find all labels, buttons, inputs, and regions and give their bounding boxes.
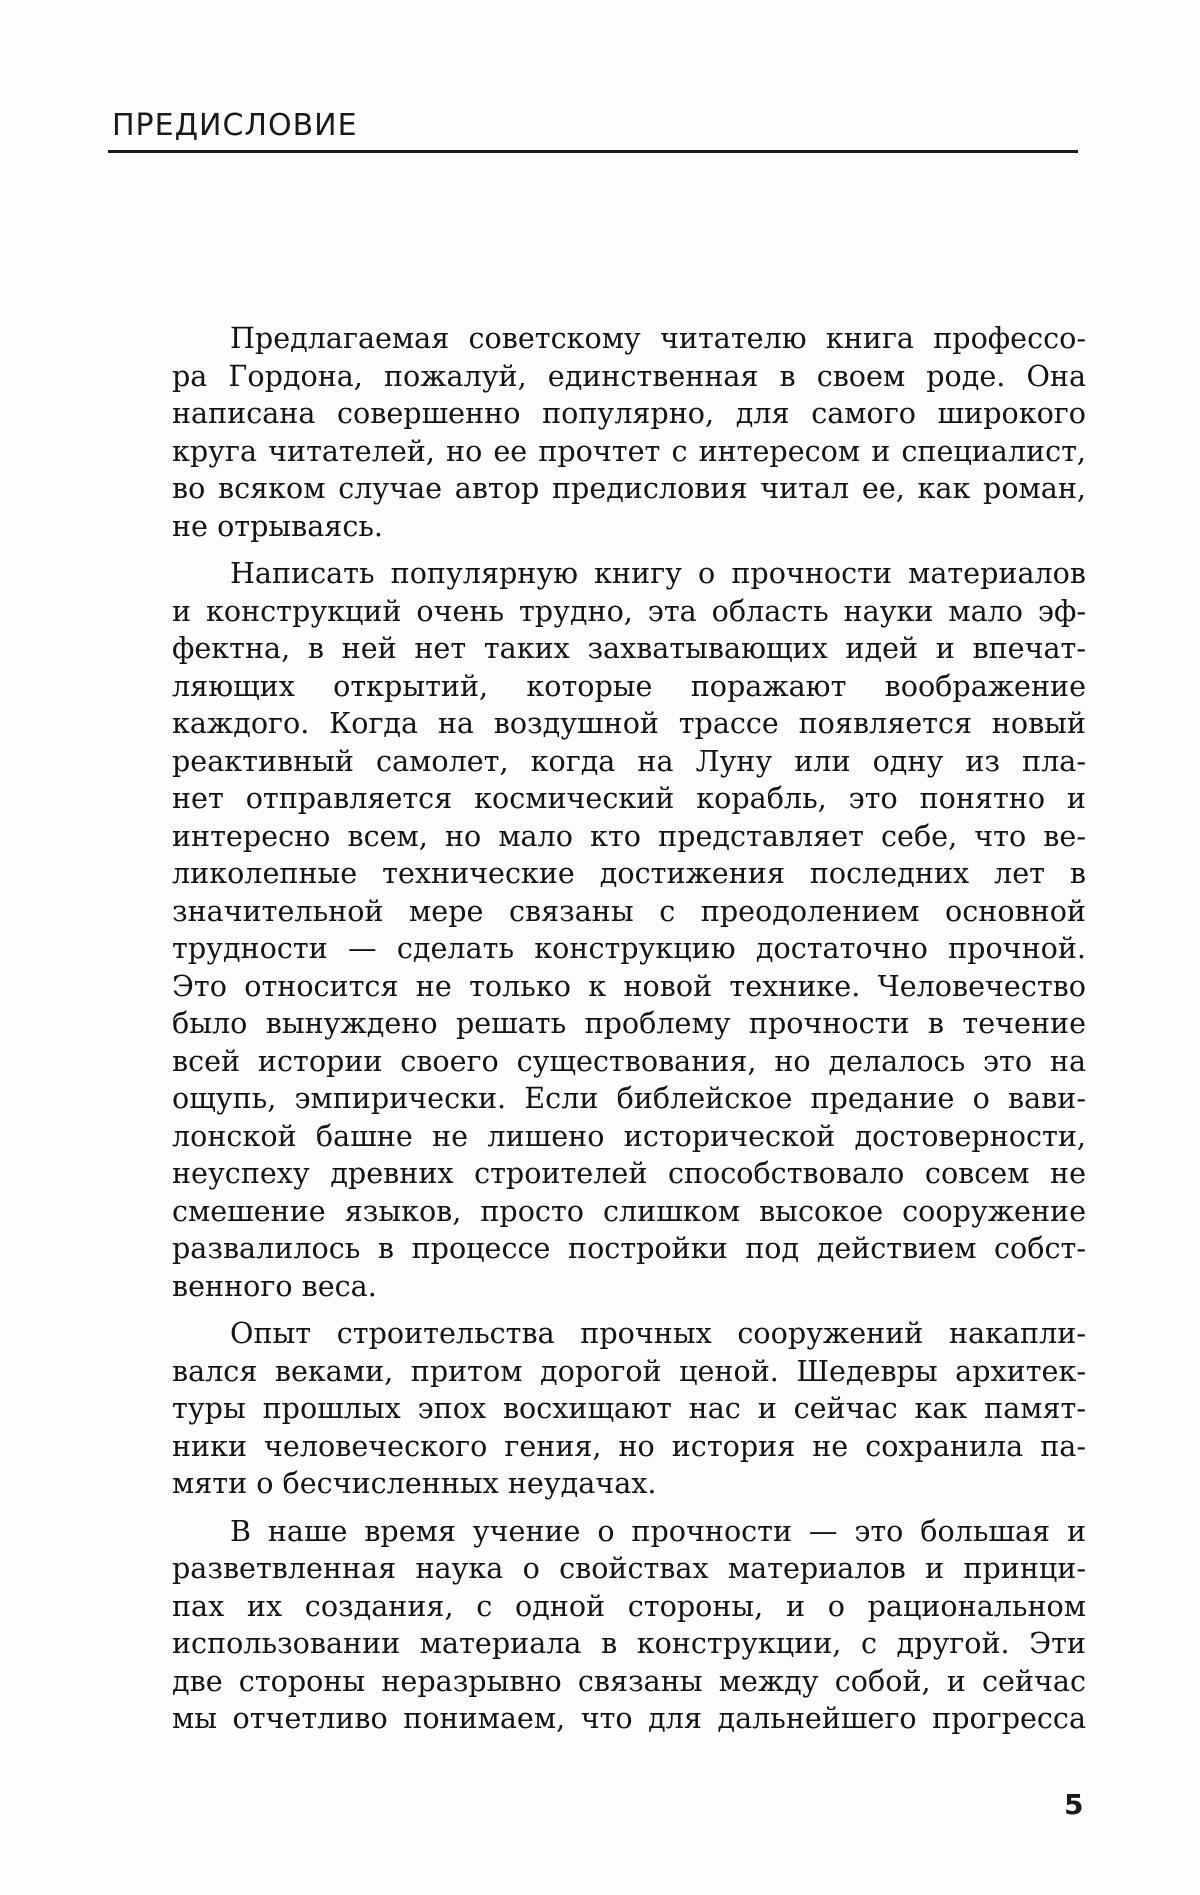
text-line: ники человеческого гения, но история не сохранила па- xyxy=(114,1428,1086,1466)
text-line: интересно всем, но мало кто представляет себе, что ве- xyxy=(114,818,1086,856)
text-line: развалилось в процессе постройки под действием собст- xyxy=(114,1230,1086,1268)
text-line: ляющих открытий, которые поражают воображение xyxy=(114,668,1086,706)
text-line: написана совершенно популярно, для самого широкого xyxy=(114,395,1086,433)
text-line: неуспеху древних строителей способствовало совсем не xyxy=(114,1155,1086,1193)
text-line: каждого. Когда на воздушной трассе появляется новый xyxy=(114,705,1086,743)
text-line: вался веками, притом дорогой ценой. Шедевры архитек- xyxy=(114,1353,1086,1391)
text-line: реактивный самолет, когда на Луну или одну из пла- xyxy=(114,743,1086,781)
paragraph-2 xyxy=(114,555,1086,1305)
text-line: нет отправляется космический корабль, это понятно и xyxy=(114,780,1086,818)
text-line: всей истории своего существования, но делалось это на xyxy=(114,1043,1086,1081)
text-line: мяти о бесчисленных неудачах. xyxy=(114,1465,1086,1503)
text-line: Предлагаемая советскому читателю книга профессо- xyxy=(114,320,1086,358)
header-rule xyxy=(108,150,1078,153)
running-head: ПРЕДИСЛОВИЕ xyxy=(112,108,358,143)
text-line: туры прошлых эпох восхищают нас и сейчас как памят- xyxy=(114,1390,1086,1428)
text-line: Опыт строительства прочных сооружений накапли- xyxy=(114,1315,1086,1353)
text-line: Это относится не только к новой технике. Человечество xyxy=(114,968,1086,1006)
text-line: использовании материала в конструкции, с другой. Эти xyxy=(114,1625,1086,1663)
text-line: лонской башне не лишено исторической достоверности, xyxy=(114,1118,1086,1156)
paragraph-3 xyxy=(114,1315,1086,1503)
paragraph-1 xyxy=(114,320,1086,545)
text-line: было вынуждено решать проблему прочности в течение xyxy=(114,1005,1086,1043)
text-line: значительной мере связаны с преодолением основной xyxy=(114,893,1086,931)
text-line: фектна, в ней нет таких захватывающих идей и впечат- xyxy=(114,630,1086,668)
text-line: мы отчетливо понимаем, что для дальнейшего прогресса xyxy=(114,1700,1086,1738)
text-line: венного веса. xyxy=(114,1268,1086,1306)
text-line: смешение языков, просто слишком высокое сооружение xyxy=(114,1193,1086,1231)
text-line: ра Гордона, пожалуй, единственная в своем роде. Она xyxy=(114,358,1086,396)
text-line: Написать популярную книгу о прочности материалов xyxy=(114,555,1086,593)
text-line: пах их создания, с одной стороны, и о рациональном xyxy=(114,1588,1086,1626)
text-line: ликолепные технические достижения последних лет в xyxy=(114,855,1086,893)
book-page xyxy=(0,0,1200,1895)
text-line: разветвленная наука о свойствах материалов и принци- xyxy=(114,1550,1086,1588)
text-line: не отрываясь. xyxy=(114,508,1086,546)
paragraph-4 xyxy=(114,1513,1086,1738)
body-text xyxy=(114,320,1086,1738)
page-number: 5 xyxy=(1064,1788,1083,1821)
text-line: две стороны неразрывно связаны между собой, и сейчас xyxy=(114,1663,1086,1701)
text-line: В наше время учение о прочности — это большая и xyxy=(114,1513,1086,1551)
text-line: круга читателей, но ее прочтет с интересом и специалист, xyxy=(114,433,1086,471)
text-line: трудности — сделать конструкцию достаточно прочной. xyxy=(114,930,1086,968)
text-line: ощупь, эмпирически. Если библейское предание о вави- xyxy=(114,1080,1086,1118)
text-line: и конструкций очень трудно, эта область науки мало эф- xyxy=(114,593,1086,631)
text-line: во всяком случае автор предисловия читал ее, как роман, xyxy=(114,470,1086,508)
